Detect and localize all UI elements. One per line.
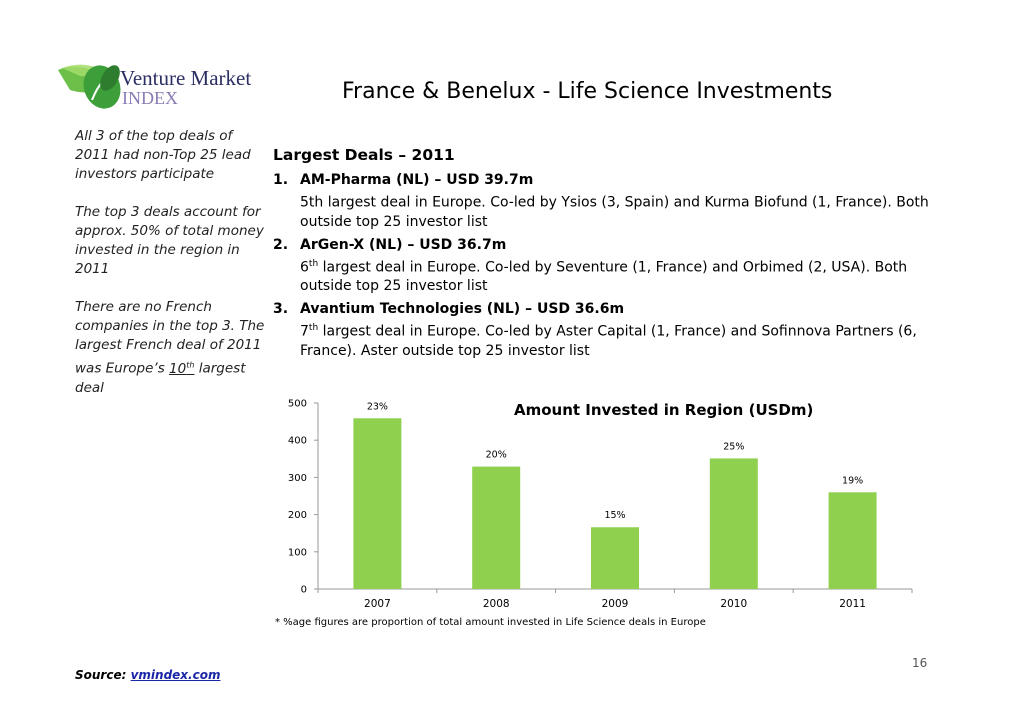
x-tick-label-2011: 2011 — [839, 598, 866, 610]
y-tick-label: 100 — [287, 547, 307, 559]
source-credit: Source: vmindex.com — [75, 668, 221, 682]
x-tick-label-2010: 2010 — [720, 598, 748, 610]
x-tick-label-2008: 2008 — [482, 598, 510, 610]
y-tick-label: 200 — [287, 510, 307, 522]
bar-2007 — [353, 418, 401, 589]
deals-heading: Largest Deals – 2011 — [273, 146, 455, 164]
logo-title: Venture Market — [120, 66, 252, 90]
page-title: France & Benelux - Life Science Investments — [342, 79, 833, 104]
deal-item: 1. AM-Pharma (NL) – USD 39.7m 5th largest deal in Europe. Co-led by Ysios (3, Spain) and Kurma Biofund (1, France). Both outside top 25 investor list — [273, 172, 929, 230]
data-label-2011: 19% — [842, 475, 864, 487]
chart-footnote: * %age figures are proportion of total amount invested in Life Science deals in Europe — [275, 617, 706, 628]
deal-item: 3. Avantium Technologies (NL) – USD 36.6m 7th largest deal in Europe. Co-led by Aster Capital (1, France) and Sofinnova Partners (6, France). Aster outside top 25 investor list — [273, 301, 917, 359]
y-tick-label: 0 — [300, 584, 307, 596]
data-label-2007: 23% — [366, 401, 388, 413]
chart-title: Amount Invested in Region (USDm) — [514, 401, 814, 419]
y-tick-label: 500 — [287, 398, 307, 410]
page-number: 16 — [912, 656, 928, 670]
bar-2011 — [829, 492, 877, 589]
bar-2009 — [591, 527, 639, 589]
sidebar-note-2: The top 3 deals account for approx. 50% of total money invested in the region in 2011 — [75, 204, 264, 277]
logo-subtitle: INDEX — [122, 88, 178, 108]
data-label-2009: 15% — [604, 510, 626, 522]
y-tick-label: 400 — [287, 435, 307, 447]
y-tick-label: 300 — [287, 472, 307, 484]
deal-item: 2. ArGen-X (NL) – USD 36.7m 6th largest deal in Europe. Co-led by Seventure (1, France) and Orbimed (2, USA). Both outside top 25 investor list — [273, 236, 908, 295]
bar-2010 — [710, 458, 758, 589]
bar-2008 — [472, 467, 520, 589]
source-link[interactable]: vmindex.com — [130, 668, 221, 682]
x-tick-label-2009: 2009 — [601, 598, 629, 610]
data-label-2010: 25% — [723, 441, 745, 453]
x-tick-label-2007: 2007 — [364, 598, 391, 610]
sidebar-note-3: There are no French companies in the top 3. The largest French deal of 2011 was Europe’s 10th largest deal — [75, 299, 265, 396]
data-label-2008: 20% — [485, 449, 507, 461]
sidebar-note-1: All 3 of the top deals of 2011 had non-Top 25 lead investors participate — [75, 128, 251, 182]
